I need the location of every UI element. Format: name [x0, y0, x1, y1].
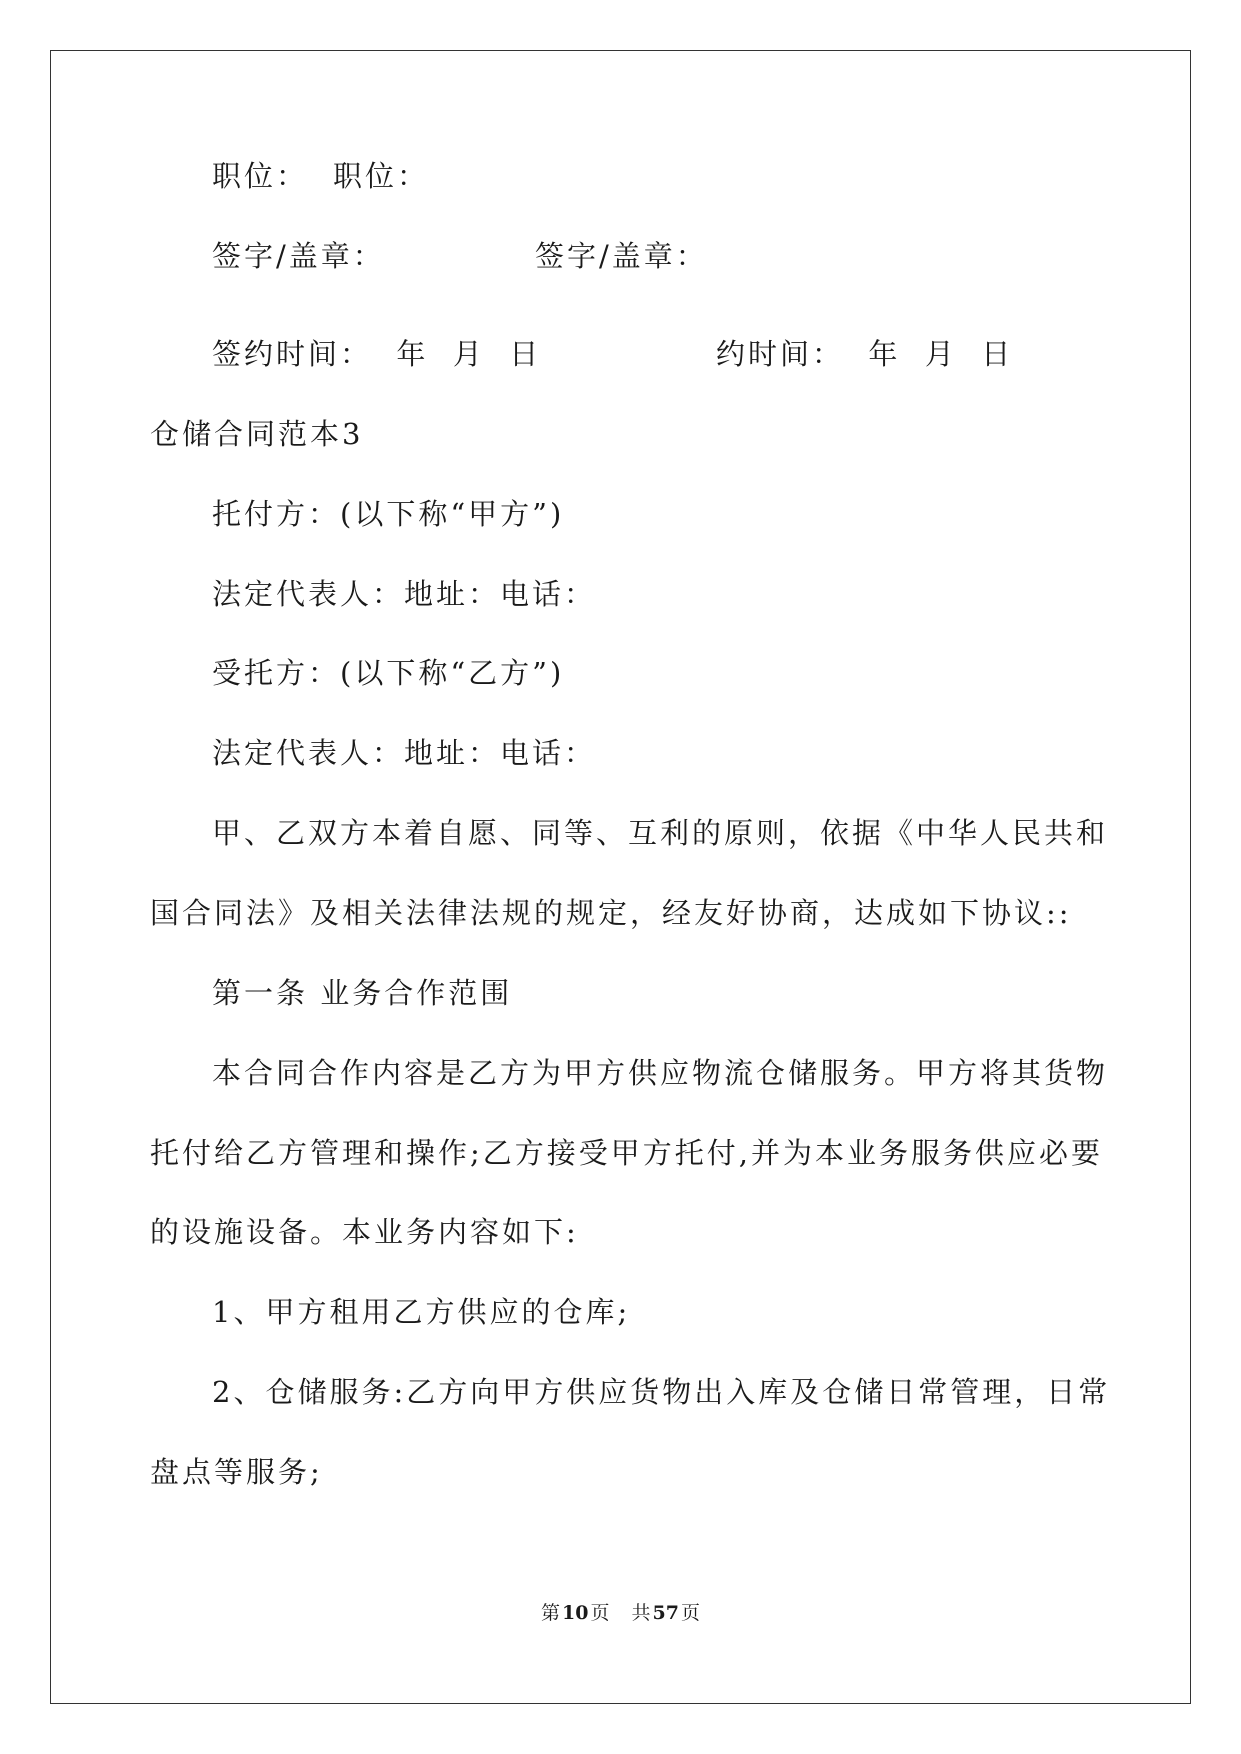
paragraph-preamble-line-1: 甲、乙双方本着自愿、同等、互利的原则，依据《中华人民共和 — [212, 816, 1109, 850]
paragraph-party-b-contact: 法定代表人：地址：电话： — [212, 736, 597, 770]
list-item-2-line-2: 盘点等服务; — [150, 1455, 323, 1489]
paragraph-entrusting-party: 托付方：(以下称“甲方”) — [212, 497, 565, 531]
section-title: 仓储合同范本3 — [150, 417, 364, 451]
article-heading: 第一条 业务合作范围 — [212, 976, 513, 1010]
sign-date-party-a: 签约时间： 年 月 日 — [212, 337, 542, 371]
footer-prefix: 第 — [541, 1602, 561, 1624]
signature-label-party-b: 签字/盖章： — [535, 239, 708, 273]
paragraph-scope-line-2: 托付给乙方管理和操作;乙方接受甲方托付,并为本业务服务供应必要 — [150, 1136, 1103, 1170]
footer-page-label: 页 — [590, 1602, 610, 1624]
footer-total-prefix: 共 — [631, 1602, 651, 1624]
position-label-party-b: 职位： — [333, 159, 430, 193]
paragraph-scope-line-3: 的设施设备。本业务内容如下: — [150, 1215, 579, 1249]
sign-date-party-b: 约时间： 年 月 日 — [716, 337, 1014, 371]
paragraph-preamble-line-2: 国合同法》及相关法律法规的规定，经友好协商，达成如下协议:: — [150, 896, 1072, 930]
page-footer — [0, 1600, 1241, 1626]
list-item-1: 1、甲方租用乙方供应的仓库; — [212, 1295, 631, 1329]
list-item-2-line-1: 2、仓储服务:乙方向甲方供应货物出入库及仓储日常管理，日常 — [212, 1375, 1111, 1409]
signature-label-party-a: 签字/盖章： — [212, 239, 385, 273]
paragraph-party-a-contact: 法定代表人：地址：电话： — [212, 577, 597, 611]
position-label-party-a: 职位： — [212, 159, 309, 193]
total-page-count: 57 — [652, 1602, 679, 1624]
paragraph-entrusted-party: 受托方：(以下称“乙方”) — [212, 656, 565, 690]
current-page-number: 10 — [562, 1602, 589, 1624]
paragraph-scope-line-1: 本合同合作内容是乙方为甲方供应物流仓储服务。甲方将其货物 — [212, 1056, 1109, 1090]
footer-total-label: 页 — [680, 1602, 700, 1624]
